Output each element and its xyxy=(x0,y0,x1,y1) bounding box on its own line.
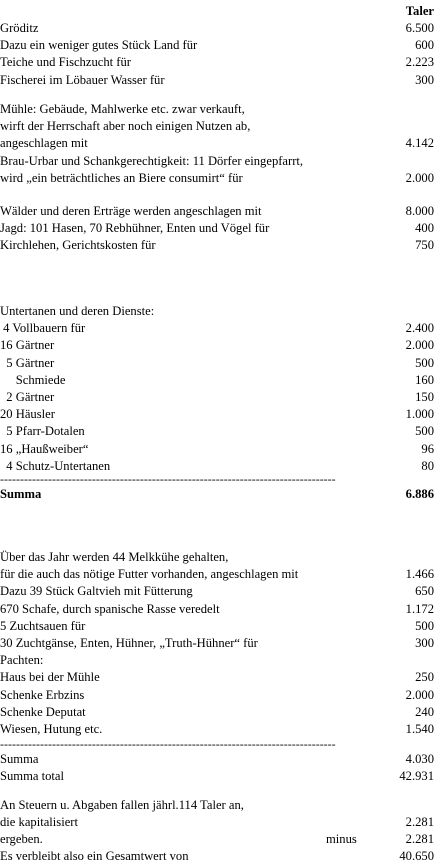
row-label: 5 Pfarr-Dotalen xyxy=(0,424,85,439)
row-value: 250 xyxy=(415,670,434,685)
row-label: 20 Häusler xyxy=(0,407,55,422)
row-value: 1.466 xyxy=(405,567,434,582)
row-value: 4.142 xyxy=(405,136,434,151)
row-value: 500 xyxy=(415,355,434,370)
row-value: 4.030 xyxy=(405,752,434,766)
row-value: 2.400 xyxy=(405,321,434,336)
ledger-row xyxy=(0,37,434,54)
ledger-row xyxy=(0,72,434,89)
separator-line: ------------------------------------------------------------------------------------ xyxy=(0,739,336,749)
row-value: 300 xyxy=(415,636,434,650)
separator-line: ------------------------------------------------------------------------------------ xyxy=(0,474,336,484)
row-label: 16 „Haußweiber“ xyxy=(0,441,89,456)
row-value: 150 xyxy=(415,390,434,404)
row-value: 6.500 xyxy=(405,21,434,35)
row-label: Es verbleibt also ein Gesamtwert von xyxy=(0,849,189,863)
row-value: 40.650 xyxy=(399,849,434,863)
ledger-row xyxy=(0,170,434,187)
summa-row xyxy=(0,486,434,503)
ledger-row xyxy=(0,54,434,71)
ledger-row xyxy=(0,566,434,583)
ledger-row xyxy=(0,687,434,704)
ledger-row xyxy=(0,652,434,669)
ledger-row xyxy=(0,337,434,354)
row-label: Dazu 39 Stück Galtvieh mit Fütterung xyxy=(0,584,193,599)
row-label: Schenke Erbzins xyxy=(0,687,85,702)
row-label: Jagd: 101 Hasen, 70 Rebhühner, Enten und Vögel für xyxy=(0,221,270,236)
row-value: 1.000 xyxy=(405,407,434,422)
final-total-row xyxy=(0,848,434,865)
row-value: 500 xyxy=(415,618,434,633)
ledger-row xyxy=(0,372,434,389)
row-label: Fischerei im Löbauer Wasser für xyxy=(0,72,165,87)
row-label: Summa total xyxy=(0,769,65,783)
row-label: 670 Schafe, durch spanische Rasse veredelt xyxy=(0,601,220,616)
row-label: Summa xyxy=(0,752,39,766)
ledger-row xyxy=(0,101,434,118)
row-label: wird „ein beträchtliches an Biere consumirt“ für xyxy=(0,170,243,185)
row-label: für die auch das nötige Futter vorhanden, angeschlagen mit xyxy=(0,567,299,582)
row-value: 300 xyxy=(415,72,434,87)
ledger-row xyxy=(0,635,434,652)
currency-label: Taler xyxy=(405,4,434,18)
ledger-row xyxy=(0,721,434,738)
row-label: 5 Gärtner xyxy=(0,355,55,370)
row-operator: minus xyxy=(326,832,357,846)
row-label: 4 Vollbauern für xyxy=(0,321,86,336)
row-value: 2.000 xyxy=(405,170,434,185)
ledger-row xyxy=(0,303,434,320)
ledger-row xyxy=(0,135,434,152)
row-label: die kapitalisiert xyxy=(0,815,78,830)
row-label: Mühle: Gebäude, Mahlwerke etc. zwar verkauft, xyxy=(0,102,245,116)
row-label: ergeben. xyxy=(0,832,43,846)
ledger-row xyxy=(0,20,434,37)
row-label: Über das Jahr werden 44 Melkkühe gehalten, xyxy=(0,550,229,564)
summa-row xyxy=(0,751,434,768)
ledger-row xyxy=(0,601,434,618)
ledger-row xyxy=(0,458,434,475)
ledger-row xyxy=(0,441,434,458)
minus-row xyxy=(0,831,434,848)
row-value: 160 xyxy=(415,372,434,387)
row-label: Haus bei der Mühle xyxy=(0,670,100,685)
ledger-row xyxy=(0,118,434,135)
row-label: 30 Zuchtgänse, Enten, Hühner, „Truth-Hühner“ für xyxy=(0,636,258,650)
row-value: 2.223 xyxy=(405,55,434,70)
row-label: angeschlagen mit xyxy=(0,136,88,151)
row-label: wirft der Herrschaft aber noch einigen Nutzen ab, xyxy=(0,119,251,134)
row-label: 2 Gärtner xyxy=(0,390,55,404)
row-label: Pachten: xyxy=(0,653,44,668)
currency-header xyxy=(0,3,434,20)
ledger-row xyxy=(0,389,434,406)
row-label: Dazu ein weniger gutes Stück Land für xyxy=(0,38,198,53)
row-value: 600 xyxy=(415,38,434,53)
ledger-row xyxy=(0,618,434,635)
row-value: 750 xyxy=(415,238,434,253)
row-label: Wiesen, Hutung etc. xyxy=(0,722,103,736)
row-value: 8.000 xyxy=(405,204,434,218)
row-value: 42.931 xyxy=(399,769,434,783)
row-label: Wälder und deren Erträge werden angeschlagen mit xyxy=(0,204,262,218)
summa-total-row xyxy=(0,768,434,785)
row-label: Brau-Urbar und Schankgerechtigkeit: 11 Dörfer eingepfarrt, xyxy=(0,153,304,168)
row-value: 1.540 xyxy=(405,722,434,736)
row-label: 5 Zuchtsauen für xyxy=(0,618,86,633)
ledger-row xyxy=(0,814,434,831)
row-value: 650 xyxy=(415,584,434,599)
ledger-row xyxy=(0,220,434,237)
ledger-row xyxy=(0,704,434,721)
row-value: 1.172 xyxy=(405,601,434,616)
ledger-row xyxy=(0,797,434,814)
row-label: 4 Schutz-Untertanen xyxy=(0,458,111,473)
row-value: 2.281 xyxy=(405,832,434,846)
row-value: 2.000 xyxy=(405,687,434,702)
row-value: 2.281 xyxy=(405,815,434,830)
row-label: Schenke Deputat xyxy=(0,704,86,719)
row-value: 80 xyxy=(421,458,434,473)
ledger-row xyxy=(0,549,434,566)
ledger-row xyxy=(0,320,434,337)
row-value: 400 xyxy=(415,221,434,236)
ledger-row xyxy=(0,583,434,600)
ledger-row xyxy=(0,355,434,372)
row-label: Schmiede xyxy=(0,372,66,387)
row-label: 16 Gärtner xyxy=(0,338,55,353)
ledger-row xyxy=(0,203,434,220)
row-label: Summa xyxy=(0,487,42,501)
ledger-row xyxy=(0,406,434,423)
ledger-row xyxy=(0,423,434,440)
row-value: 240 xyxy=(415,704,434,719)
row-value: 500 xyxy=(415,424,434,439)
row-label: Gröditz xyxy=(0,21,39,35)
row-label: Untertanen und deren Dienste: xyxy=(0,304,155,318)
row-value: 2.000 xyxy=(405,338,434,353)
ledger-row xyxy=(0,669,434,686)
ledger-row xyxy=(0,153,434,170)
row-label: Teiche und Fischzucht für xyxy=(0,55,131,70)
row-value: 6.886 xyxy=(405,487,434,501)
row-value: 96 xyxy=(421,441,434,456)
row-label: Kirchlehen, Gerichtskosten für xyxy=(0,238,156,253)
row-label: An Steuern u. Abgaben fallen jährl.114 Taler an, xyxy=(0,798,244,812)
ledger-row xyxy=(0,237,434,254)
